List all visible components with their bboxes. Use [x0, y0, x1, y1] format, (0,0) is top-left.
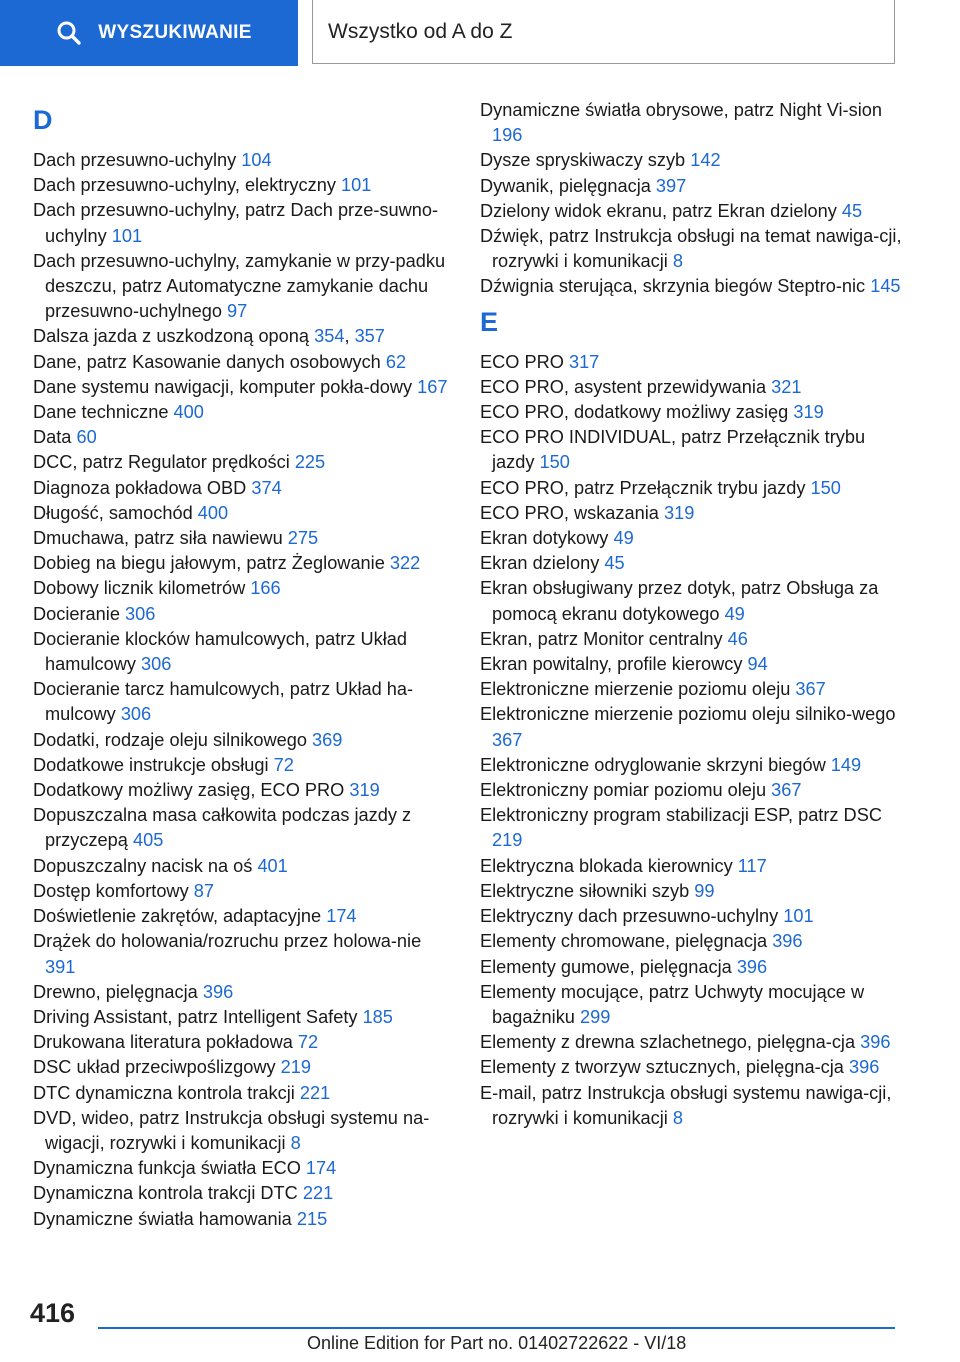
- page-link[interactable]: 367: [795, 679, 826, 700]
- page-link[interactable]: 396: [772, 931, 803, 952]
- index-entry-term: Dach przesuwno-uchylny: [33, 150, 237, 170]
- index-entry: [480, 174, 905, 199]
- index-entry: [480, 501, 905, 526]
- page-link[interactable]: 8: [672, 1107, 684, 1128]
- index-entry-term: Dach przesuwno-uchylny, zamykanie w przy-padku deszczu, patrz Automatyczne zamykanie dachu przesuwno-uchylnego: [33, 250, 446, 322]
- page-link[interactable]: 62: [385, 351, 407, 372]
- page-link[interactable]: 396: [860, 1032, 891, 1053]
- index-entry: [33, 350, 453, 375]
- index-entry-term: Elektroniczne odryglowanie skrzyni biegów: [480, 754, 826, 775]
- index-entry-term: Elektroniczny pomiar poziomu oleju: [480, 780, 767, 801]
- index-entry-term: Elektroniczne mierzenie poziomu oleju silniko-wego: [480, 704, 896, 725]
- page-link[interactable]: 225: [294, 452, 326, 473]
- page-link[interactable]: 87: [193, 880, 214, 901]
- search-button-label: WYSZUKIWANIE: [98, 22, 252, 43]
- index-entry-term: Dane, patrz Kasowanie danych osobowych: [33, 351, 381, 372]
- index-entry-term: Dysze spryskiwaczy szyb: [480, 150, 686, 171]
- page-link[interactable]: 8: [672, 251, 684, 272]
- index-entry-term: ECO PRO, dodatkowy możliwy zasięg: [480, 402, 789, 423]
- page-link[interactable]: 150: [810, 477, 841, 498]
- index-entry-term: DTC dynamiczna kontrola trakcji: [33, 1082, 295, 1103]
- index-entry: [33, 476, 453, 501]
- page-link[interactable]: 167: [417, 376, 448, 397]
- index-entry: [33, 1207, 453, 1232]
- index-entry: [33, 450, 453, 475]
- page-link[interactable]: 221: [299, 1082, 331, 1103]
- index-entry: [33, 1106, 453, 1156]
- index-entry-term: Elementy mocujące, patrz Uchwyty mocujące w bagażniku: [480, 981, 865, 1027]
- index-entry-term: Drukowana literatura pokładowa: [33, 1032, 293, 1053]
- index-entry: [480, 1081, 905, 1131]
- page-link[interactable]: 142: [690, 150, 721, 171]
- index-entry: [33, 400, 453, 425]
- page-link[interactable]: 357: [354, 326, 385, 347]
- index-entry: [480, 350, 905, 375]
- index-entry-term: Dodatkowe instrukcje obsługi: [33, 754, 269, 775]
- index-entry-term: Dodatki, rodzaje oleju silnikowego: [33, 729, 307, 750]
- index-entry: [33, 1081, 453, 1106]
- page-link[interactable]: 396: [848, 1057, 880, 1078]
- page-link[interactable]: 219: [492, 830, 523, 851]
- index-entry: [480, 1055, 905, 1080]
- footer-divider: [98, 1327, 895, 1329]
- index-entry-term: ECO PRO, wskazania: [480, 502, 659, 523]
- page-link[interactable]: 101: [783, 906, 814, 927]
- index-entry: [33, 904, 453, 929]
- index-entry-term: Dźwięk, patrz Instrukcja obsługi na temat nawiga-cji, rozrywki i komunikacji: [480, 226, 902, 272]
- index-entry: [480, 904, 905, 929]
- index-entry-term: Dane systemu nawigacji, komputer pokła-dowy: [33, 376, 413, 397]
- index-entry: [33, 526, 453, 551]
- page-link[interactable]: 400: [173, 402, 204, 423]
- index-entry: [480, 1030, 905, 1055]
- index-entry: [33, 198, 453, 248]
- page-link[interactable]: 166: [250, 578, 281, 599]
- index-entry-term: Długość, samochód: [33, 502, 193, 523]
- section-letter: D: [33, 105, 53, 135]
- page-link[interactable]: 299: [579, 1006, 611, 1027]
- page-link[interactable]: 221: [302, 1183, 334, 1204]
- index-entry-term: Dynamiczna kontrola trakcji DTC: [33, 1183, 298, 1204]
- index-entry-term: DCC, patrz Regulator prędkości: [33, 452, 290, 473]
- page-link[interactable]: 72: [273, 754, 294, 775]
- page-link[interactable]: 319: [663, 502, 695, 523]
- index-entry-term: Dźwignia sterująca, skrzynia biegów Steptro-nic: [480, 276, 866, 297]
- page-link[interactable]: 321: [771, 376, 802, 397]
- page-link[interactable]: 396: [736, 956, 768, 977]
- index-entry-term: E-mail, patrz Instrukcja obsługi systemu nawiga-cji, rozrywki i komunikacji: [480, 1082, 892, 1128]
- index-entry-term: Dobieg na biegu jałowym, patrz Żeglowanie: [33, 553, 385, 574]
- index-entry: [480, 199, 905, 224]
- page-link[interactable]: 405: [132, 830, 164, 851]
- page-link[interactable]: 72: [297, 1032, 319, 1053]
- index-entry: [33, 375, 453, 400]
- page-link[interactable]: 101: [111, 225, 143, 246]
- index-entry: [480, 627, 905, 652]
- index-entry: [33, 677, 453, 727]
- index-entry-term: Dopuszczalna masa całkowita podczas jazdy z przyczepą: [33, 805, 412, 851]
- index-entry: [33, 249, 453, 325]
- page-link[interactable]: 219: [280, 1057, 312, 1078]
- index-entry-term: Elektroniczne mierzenie poziomu oleju: [480, 679, 791, 700]
- page-link[interactable]: 306: [120, 704, 152, 725]
- index-entry: [33, 148, 453, 173]
- index-entry-term: Dodatkowy możliwy zasięg, ECO PRO: [33, 780, 345, 801]
- index-entry: [33, 602, 453, 627]
- index-entry-term: Diagnoza pokładowa OBD: [33, 477, 247, 498]
- index-entry-term: Dane techniczne: [33, 402, 169, 423]
- index-entry-term: Elementy z tworzyw sztucznych, pielęgna-cja: [480, 1057, 844, 1078]
- index-entry: [33, 1005, 453, 1030]
- index-column-right: [480, 98, 905, 1131]
- page-link[interactable]: 174: [305, 1158, 337, 1179]
- index-entry: [480, 400, 905, 425]
- index-entry: [33, 728, 453, 753]
- page-link[interactable]: 145: [870, 276, 901, 297]
- index-entry-term: Ekran dzielony: [480, 553, 600, 574]
- index-entry-term: Elementy z drewna szlachetnego, pielęgna-cja: [480, 1032, 856, 1053]
- index-entry: [480, 98, 905, 148]
- index-entry-term: Dynamiczne światła hamowania: [33, 1208, 292, 1229]
- index-entry-term: DSC układ przeciwpoślizgowy: [33, 1057, 276, 1078]
- page-link[interactable]: 101: [340, 175, 372, 196]
- page-link[interactable]: 46: [727, 628, 748, 649]
- index-entry-term: ECO PRO, patrz Przełącznik trybu jazdy: [480, 477, 806, 498]
- page-link[interactable]: 60: [76, 427, 97, 448]
- page-link[interactable]: 306: [125, 603, 156, 624]
- top-bar: [0, 0, 960, 66]
- page-link[interactable]: 185: [362, 1006, 393, 1027]
- page-link[interactable]: 196: [492, 125, 523, 146]
- index-entry: [480, 702, 905, 752]
- index-entry-term: Dostęp komfortowy: [33, 880, 189, 901]
- index-entry: [480, 224, 905, 274]
- index-entry-term: Ekran obsługiwany przez dotyk, patrz Obsługa za pomocą ekranu dotykowego: [480, 578, 879, 624]
- index-entry: [33, 501, 453, 526]
- page-link[interactable]: 45: [841, 200, 863, 221]
- index-entry: [33, 627, 453, 677]
- page-link[interactable]: 215: [296, 1208, 328, 1229]
- index-entry: [480, 778, 905, 803]
- page-link[interactable]: 400: [197, 502, 229, 523]
- index-entry: [33, 879, 453, 904]
- index-entry-term: Dynamiczna funkcja światła ECO: [33, 1158, 301, 1179]
- page-link[interactable]: 367: [771, 780, 802, 801]
- page-link[interactable]: 367: [492, 729, 523, 750]
- index-entry-term: Elektryczna blokada kierownicy: [480, 855, 733, 876]
- index-entry: [480, 425, 905, 475]
- page-link[interactable]: 391: [45, 956, 76, 977]
- index-entry: [480, 148, 905, 173]
- index-entry: [480, 803, 905, 853]
- page-link[interactable]: 354: [314, 326, 345, 347]
- page-link[interactable]: 322: [389, 553, 421, 574]
- index-entry-term: Dmuchawa, patrz siła nawiewu: [33, 528, 283, 549]
- index-entry-term: Elementy chromowane, pielęgnacja: [480, 931, 768, 952]
- footer-edition: Online Edition for Part no. 01402722622 - VI/18: [307, 1333, 687, 1353]
- index-entry: [480, 929, 905, 954]
- index-entry-term: Elementy gumowe, pielęgnacja: [480, 956, 732, 977]
- index-entry-term: ECO PRO: [480, 351, 564, 372]
- page-link[interactable]: 369: [312, 729, 343, 750]
- page-link[interactable]: 8: [290, 1132, 301, 1153]
- page-link[interactable]: 97: [227, 301, 248, 322]
- index-entry: [33, 1156, 453, 1181]
- index-entry-term: Dopuszczalny nacisk na oś: [33, 855, 253, 876]
- index-entry-term: Dalsza jazda z uszkodzoną oponą: [33, 326, 310, 347]
- page-link[interactable]: 104: [241, 150, 272, 170]
- page-link[interactable]: 317: [568, 351, 600, 372]
- page-link[interactable]: 94: [747, 654, 768, 675]
- index-entry: [33, 803, 453, 853]
- index-entry-term: DVD, wideo, patrz Instrukcja obsługi systemu na-wigacji, rozrywki i komunikacji: [33, 1107, 430, 1153]
- index-entry-term: Docieranie: [33, 603, 120, 624]
- page-link[interactable]: 117: [737, 855, 767, 876]
- index-entry: [480, 980, 905, 1030]
- index-entry: Dalsza jazda z uszkodzoną oponą 354, 357: [33, 326, 385, 347]
- index-entry-term: Elektryczny dach przesuwno-uchylny: [480, 906, 779, 927]
- index-entry: [33, 576, 453, 601]
- index-entry: [480, 476, 905, 501]
- search-icon: [56, 20, 82, 46]
- index-entry-term: Docieranie klocków hamulcowych, patrz Układ hamulcowy: [33, 628, 408, 675]
- index-entry: [33, 929, 453, 979]
- index-entry: [480, 879, 905, 904]
- page-link[interactable]: 49: [724, 603, 745, 624]
- index-entry-term: Dynamiczne światła obrysowe, patrz Night Vi-sion: [480, 100, 882, 120]
- index-entry: [33, 425, 453, 450]
- index-entry-term: Ekran dotykowy: [480, 528, 609, 549]
- index-entry: [480, 274, 905, 299]
- index-entry-term: Drewno, pielęgnacja: [33, 981, 198, 1002]
- page-link[interactable]: 174: [326, 906, 357, 927]
- index-entry: [480, 652, 905, 677]
- breadcrumb[interactable]: Wszystko od A do Z: [312, 0, 895, 64]
- page-link[interactable]: 319: [793, 402, 824, 423]
- page-link[interactable]: 396: [202, 981, 234, 1002]
- index-entry-term: ECO PRO, asystent przewidywania: [480, 376, 767, 397]
- page-link[interactable]: 49: [613, 528, 634, 549]
- page-link[interactable]: 150: [539, 452, 570, 473]
- section-letter: E: [480, 306, 499, 337]
- index-entry: [33, 1181, 453, 1206]
- index-entry-term: Elektroniczny program stabilizacji ESP, patrz DSC: [480, 805, 882, 826]
- index-entry: [480, 375, 905, 400]
- index-entry: [480, 677, 905, 702]
- page-link[interactable]: 319: [349, 780, 380, 801]
- index-entry: [33, 854, 453, 879]
- index-entry-term: Doświetlenie zakrętów, adaptacyjne: [33, 906, 322, 927]
- index-entry-term: Data: [33, 427, 72, 448]
- index-entry: [33, 551, 453, 576]
- index-entry: [480, 854, 905, 879]
- index-entry: [480, 753, 905, 778]
- index-entry-term: ECO PRO INDIVIDUAL, patrz Przełącznik trybu jazdy: [480, 427, 866, 473]
- index-entry: [33, 173, 453, 198]
- page-link[interactable]: 99: [694, 880, 715, 901]
- index-entry: [480, 576, 905, 626]
- index-entry: [33, 980, 453, 1005]
- index-column-left: [33, 98, 453, 1232]
- index-entry-term: Docieranie tarcz hamulcowych, patrz Układ ha-mulcowy: [33, 679, 414, 725]
- index-entry-term: Dobowy licznik kilometrów: [33, 578, 246, 599]
- page-link[interactable]: 306: [141, 654, 172, 675]
- index-entry: [480, 955, 905, 980]
- index-entry: [33, 753, 453, 778]
- index-entry-term: Ekran powitalny, profile kierowcy: [480, 654, 743, 675]
- index-entry-term: Elektryczne siłowniki szyb: [480, 880, 690, 901]
- page-link[interactable]: 149: [830, 754, 862, 775]
- index-entry-term: Dach przesuwno-uchylny, patrz Dach prze-suwno-uchylny: [33, 200, 439, 246]
- index-entry: [33, 1030, 453, 1055]
- page-link[interactable]: 401: [257, 855, 288, 876]
- index-entry: [33, 778, 453, 803]
- index-entry: [33, 1055, 453, 1080]
- page-link[interactable]: 374: [251, 477, 282, 498]
- index-entry: [480, 551, 905, 576]
- index-entry-term: Dzielony widok ekranu, patrz Ekran dzielony: [480, 200, 837, 221]
- index-entry-term: Dywanik, pielęgnacja: [480, 175, 651, 196]
- index-entry-term: Ekran, patrz Monitor centralny: [480, 628, 723, 649]
- page-link[interactable]: 275: [287, 528, 319, 549]
- index-entry: [480, 526, 905, 551]
- page-number: 416: [30, 1298, 76, 1328]
- index-entry-term: Drążek do holowania/rozruchu przez holowa-nie: [33, 931, 422, 952]
- page-link[interactable]: 397: [655, 175, 687, 196]
- search-button[interactable]: [0, 0, 298, 66]
- index-entry-term: Dach przesuwno-uchylny, elektryczny: [33, 175, 336, 196]
- page-link[interactable]: 45: [604, 553, 625, 574]
- index-entry-term: Driving Assistant, patrz Intelligent Safety: [33, 1006, 358, 1027]
